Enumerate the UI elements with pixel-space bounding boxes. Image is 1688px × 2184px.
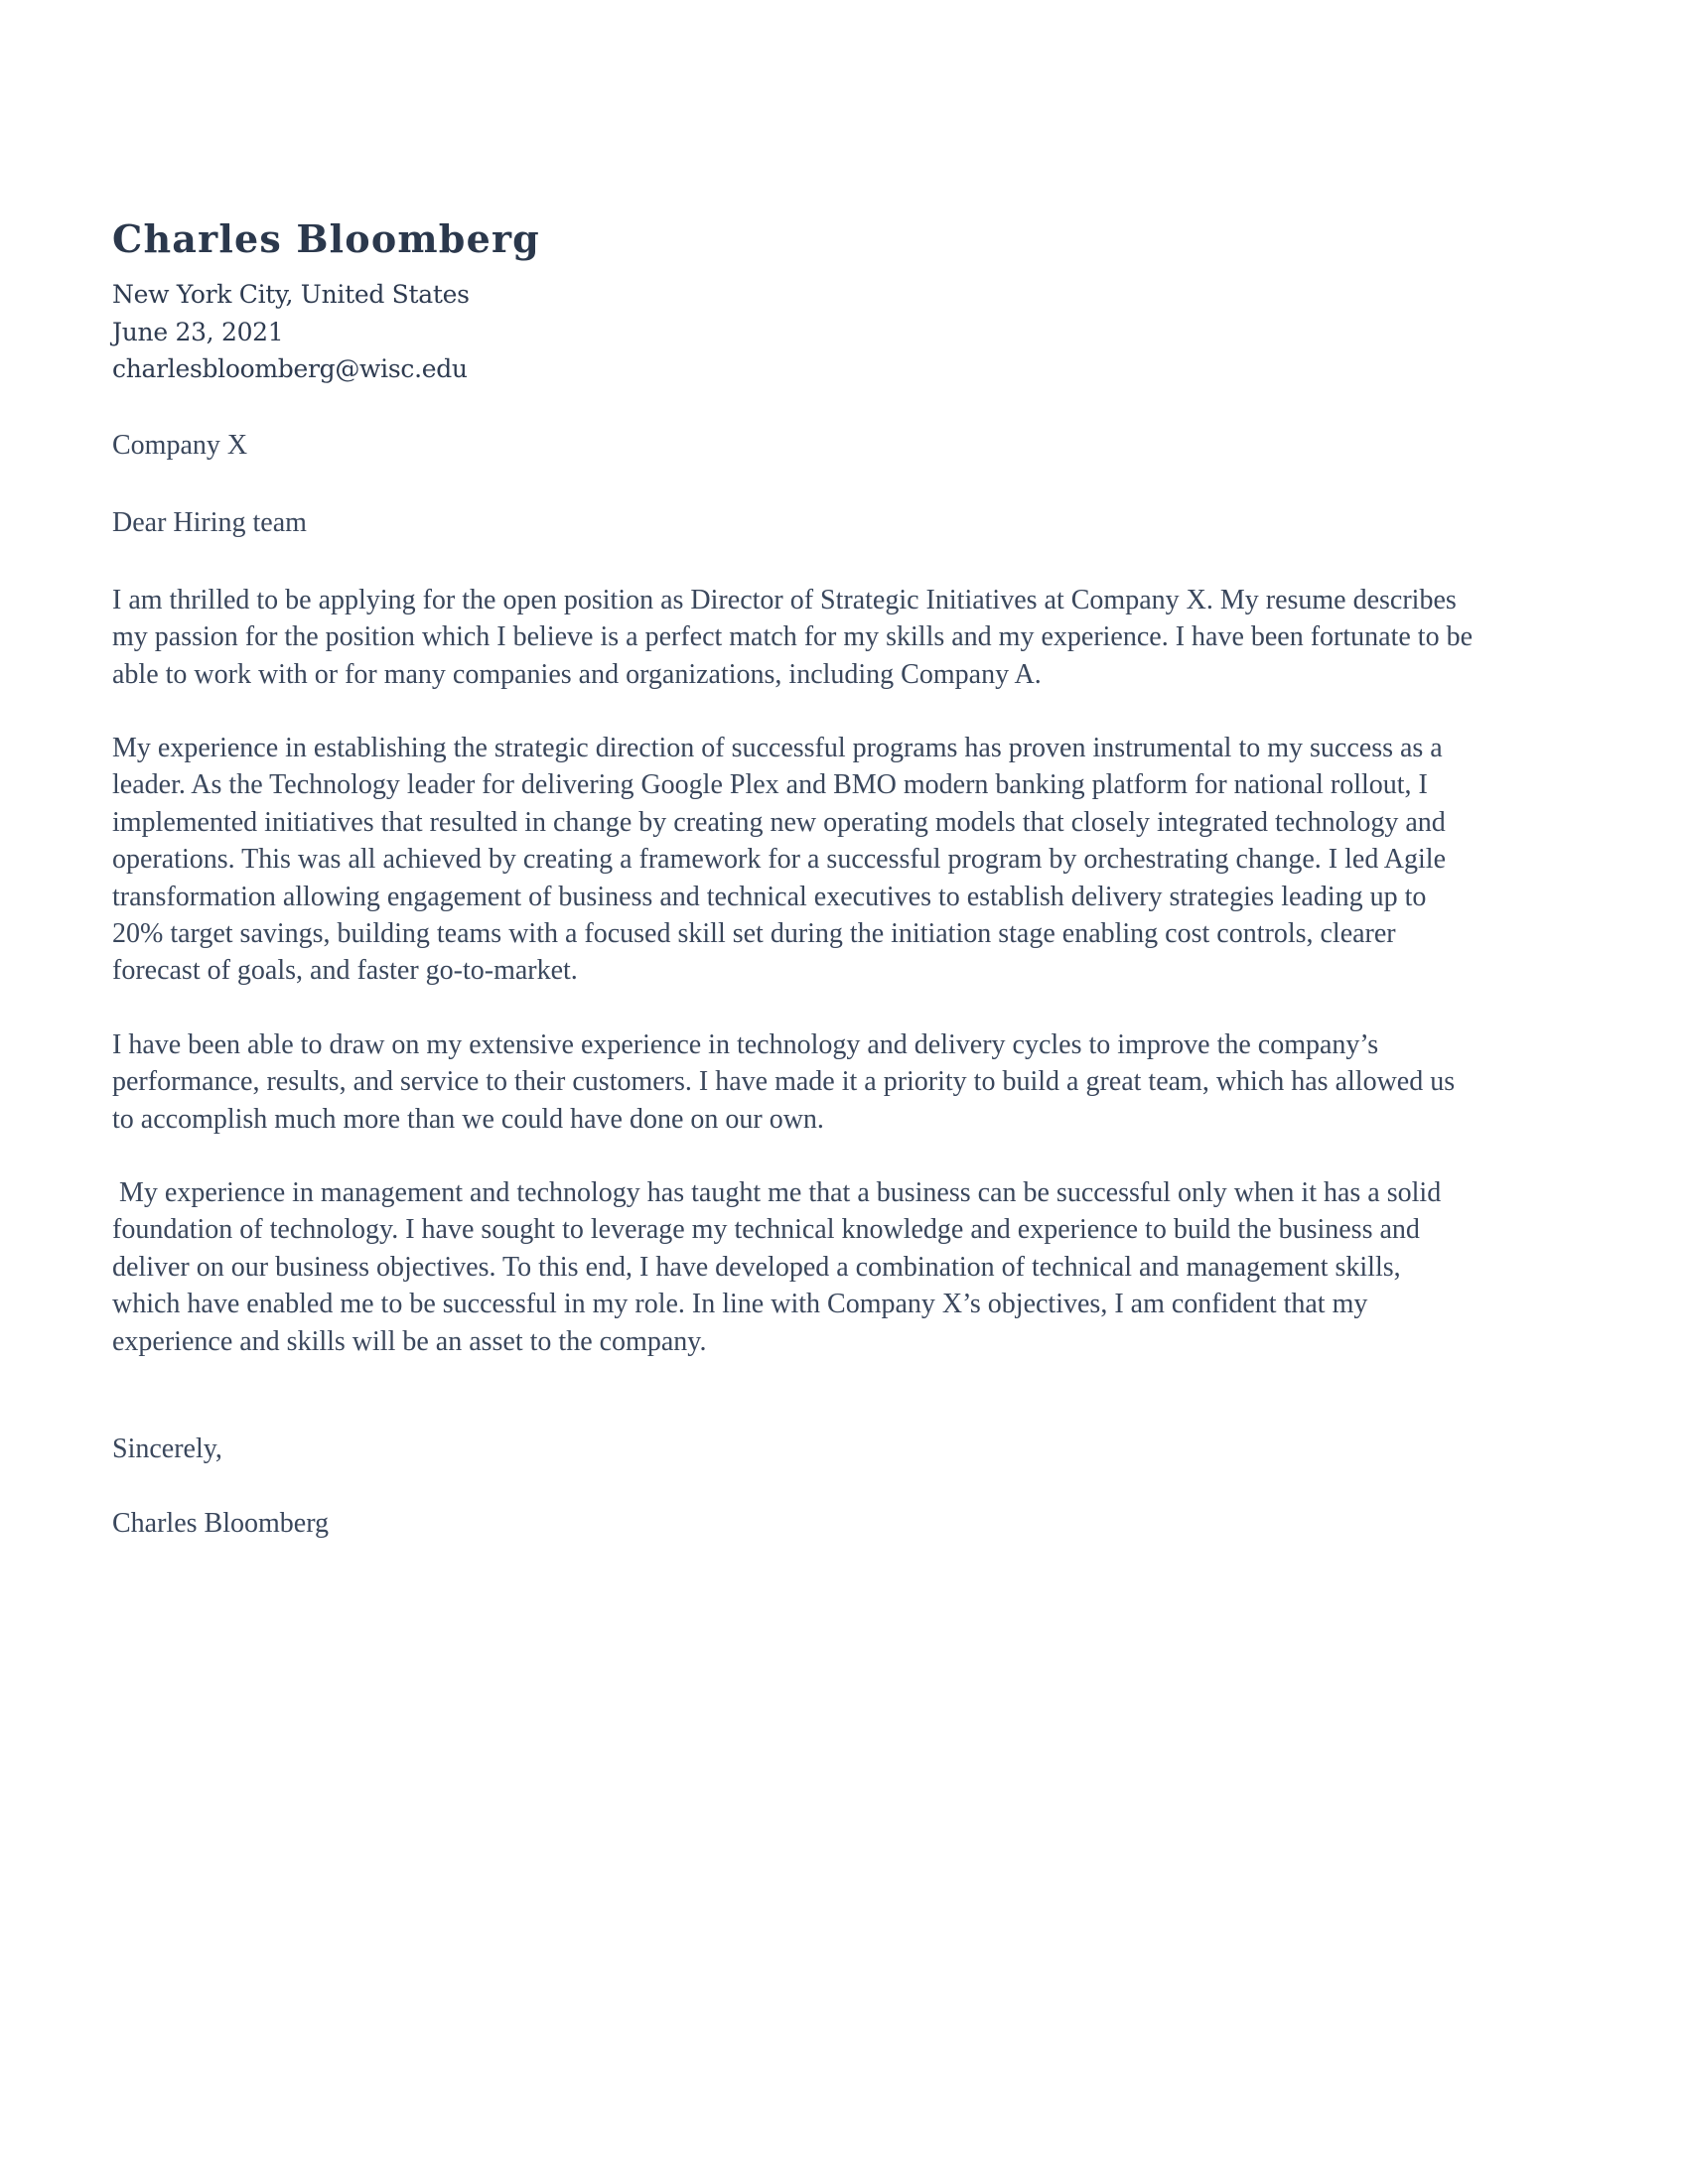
paragraph-line: 20% target savings, building teams with a focused skill set during the initiation stage enabling cost controls, clearer	[112, 918, 1396, 950]
paragraph-line: foundation of technology. I have sought to leverage my technical knowledge and experience to build the business and	[112, 1214, 1420, 1246]
paragraph-line: my passion for the position which I believe is a perfect match for my skills and my experience. I have been fortunate to be	[112, 621, 1474, 653]
paragraph-line: My experience in establishing the strategic direction of successful programs has proven instrumental to my success as a	[112, 733, 1443, 763]
body-paragraph-2	[112, 730, 1582, 990]
letter-date: June 23, 2021	[112, 317, 284, 346]
paragraph-line: implemented initiatives that resulted in change by creating new operating models that closely integrated technology and	[112, 806, 1446, 838]
sender-contact-block	[112, 276, 470, 388]
paragraph-line: deliver on our business objectives. To this end, I have developed a combination of technical and management skills,	[112, 1251, 1401, 1283]
sender-name-heading: Charles Bloomberg	[112, 216, 540, 261]
paragraph-line: able to work with or for many companies and organizations, including Company A.	[112, 658, 1042, 690]
signature-name: Charles Bloomberg	[112, 1508, 330, 1539]
paragraph-line: to accomplish much more than we could have done on our own.	[112, 1103, 824, 1135]
sender-location: New York City, United States	[112, 280, 470, 309]
paragraph-line: transformation allowing engagement of business and technical executives to establish delivery strategies leading up to	[112, 881, 1427, 912]
paragraph-line: forecast of goals, and faster go-to-market.	[112, 955, 578, 987]
paragraph-line: experience and skills will be an asset to the company.	[112, 1325, 707, 1357]
body-paragraph-1	[112, 582, 1582, 693]
paragraph-line: My experience in management and technology has taught me that a business can be successful only when it has a solid	[112, 1177, 1442, 1208]
sender-email: charlesbloomberg@wisc.edu	[112, 354, 468, 383]
paragraph-line: leader. As the Technology leader for delivering Google Plex and BMO modern banking platform for national rollout, I	[112, 769, 1428, 801]
paragraph-line: performance, results, and service to their customers. I have made it a priority to build a great team, which has allowed us	[112, 1066, 1456, 1098]
salutation: Dear Hiring team	[112, 507, 307, 538]
paragraph-line: I have been able to draw on my extensive experience in technology and delivery cycles to improve the company’s	[112, 1029, 1379, 1060]
body-paragraph-4	[112, 1174, 1582, 1360]
paragraph-line: I am thrilled to be applying for the open position as Director of Strategic Initiatives at Company X. My resume describes	[112, 585, 1457, 615]
body-paragraph-3	[112, 1026, 1582, 1138]
paragraph-line: which have enabled me to be successful in my role. In line with Company X’s objectives, I am confident that my	[112, 1289, 1368, 1320]
paragraph-line: operations. This was all achieved by creating a framework for a successful program by orchestrating change. I led Agile	[112, 844, 1447, 876]
closing-phrase: Sincerely,	[112, 1433, 222, 1464]
recipient-company: Company X	[112, 430, 248, 461]
